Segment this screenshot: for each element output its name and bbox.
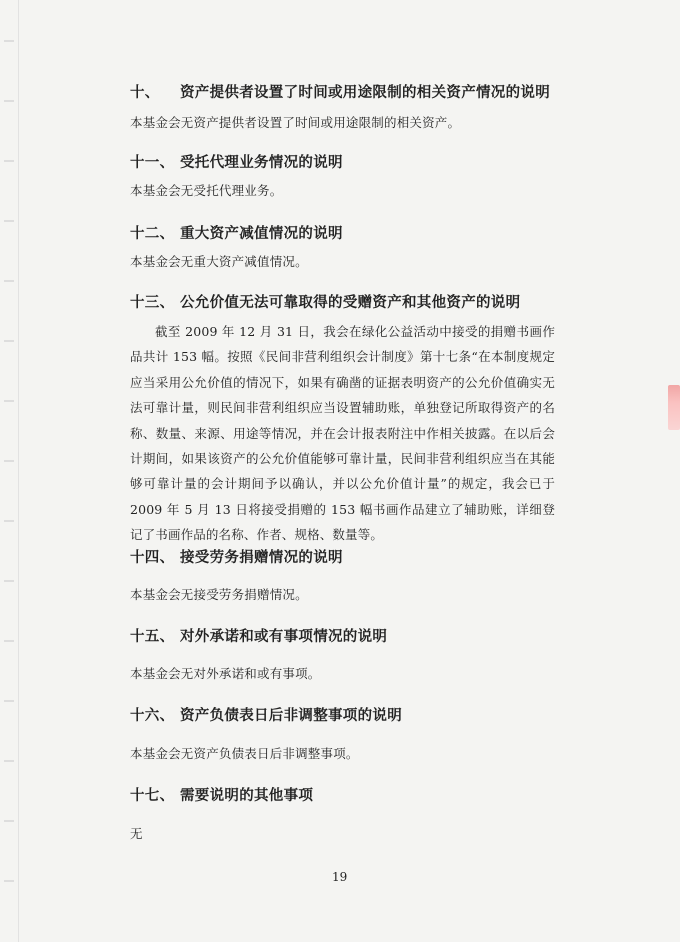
section-number: 十二、 bbox=[130, 225, 175, 242]
section-body-14: 本基金会无接受劳务捐赠情况。 bbox=[130, 587, 308, 602]
seal-stamp-fragment bbox=[668, 385, 680, 430]
section-title: 资产负债表日后非调整事项的说明 bbox=[180, 707, 402, 724]
section-heading-12 bbox=[130, 222, 343, 243]
section-heading-17 bbox=[130, 784, 313, 805]
section-body-16: 本基金会无资产负债表日后非调整事项。 bbox=[130, 746, 359, 761]
section-title: 对外承诺和或有事项情况的说明 bbox=[180, 628, 388, 645]
section-title: 公允价值无法可靠取得的受赠资产和其他资产的说明 bbox=[180, 294, 521, 311]
section-number: 十、 bbox=[130, 84, 160, 101]
section-body-17: 无 bbox=[130, 826, 143, 841]
binding-margin bbox=[0, 0, 19, 942]
section-body-11: 本基金会无受托代理业务。 bbox=[130, 183, 283, 198]
section-number: 十一、 bbox=[130, 154, 175, 171]
section-number: 十五、 bbox=[130, 628, 175, 645]
section-heading-10 bbox=[130, 81, 550, 102]
section-body-10: 本基金会无资产提供者设置了时间或用途限制的相关资产。 bbox=[130, 115, 461, 130]
section-heading-15 bbox=[130, 625, 387, 646]
section-body-13: 截至 2009 年 12 月 31 日，我会在绿化公益活动中接受的捐赠书画作品共计 153 幅。按照《民间非营利组织会计制度》第十七条“在本制度规定应当采用公允价值的情况下，如果有确凿的证据表明资产的公允价值确实无法可靠计量，则民间非营利组织应当设置辅助账，单独登记所取得资产的名称、数量、来源、用途等情况，并在会计报表附注中作相关披露。在以后会计期间，如果该资产的公允价值能够可靠计量，民间非营利组织应当在其能够可靠计量的会计期间予以确认，并以公允价值计量”的规定，我会已于 2009 年 5 月 13 日将接受捐赠的 153 幅书画作品建立了辅助账，详细登记了书画作品的名称、作者、规格、数量等。 bbox=[130, 324, 555, 543]
section-title: 需要说明的其他事项 bbox=[180, 787, 314, 804]
section-number: 十七、 bbox=[130, 787, 175, 804]
section-number: 十三、 bbox=[130, 294, 175, 311]
section-body-12: 本基金会无重大资产减值情况。 bbox=[130, 254, 308, 269]
section-heading-16 bbox=[130, 704, 402, 725]
section-heading-11 bbox=[130, 151, 343, 172]
section-body-15: 本基金会无对外承诺和或有事项。 bbox=[130, 666, 321, 681]
section-title: 接受劳务捐赠情况的说明 bbox=[180, 549, 343, 566]
page-number: 19 bbox=[332, 870, 348, 884]
section-title: 资产提供者设置了时间或用途限制的相关资产情况的说明 bbox=[180, 84, 550, 101]
section-title: 重大资产减值情况的说明 bbox=[180, 225, 343, 242]
section-heading-13 bbox=[130, 291, 520, 312]
section-title: 受托代理业务情况的说明 bbox=[180, 154, 343, 171]
section-heading-14 bbox=[130, 546, 343, 567]
section-number: 十四、 bbox=[130, 549, 175, 566]
section-number: 十六、 bbox=[130, 707, 175, 724]
